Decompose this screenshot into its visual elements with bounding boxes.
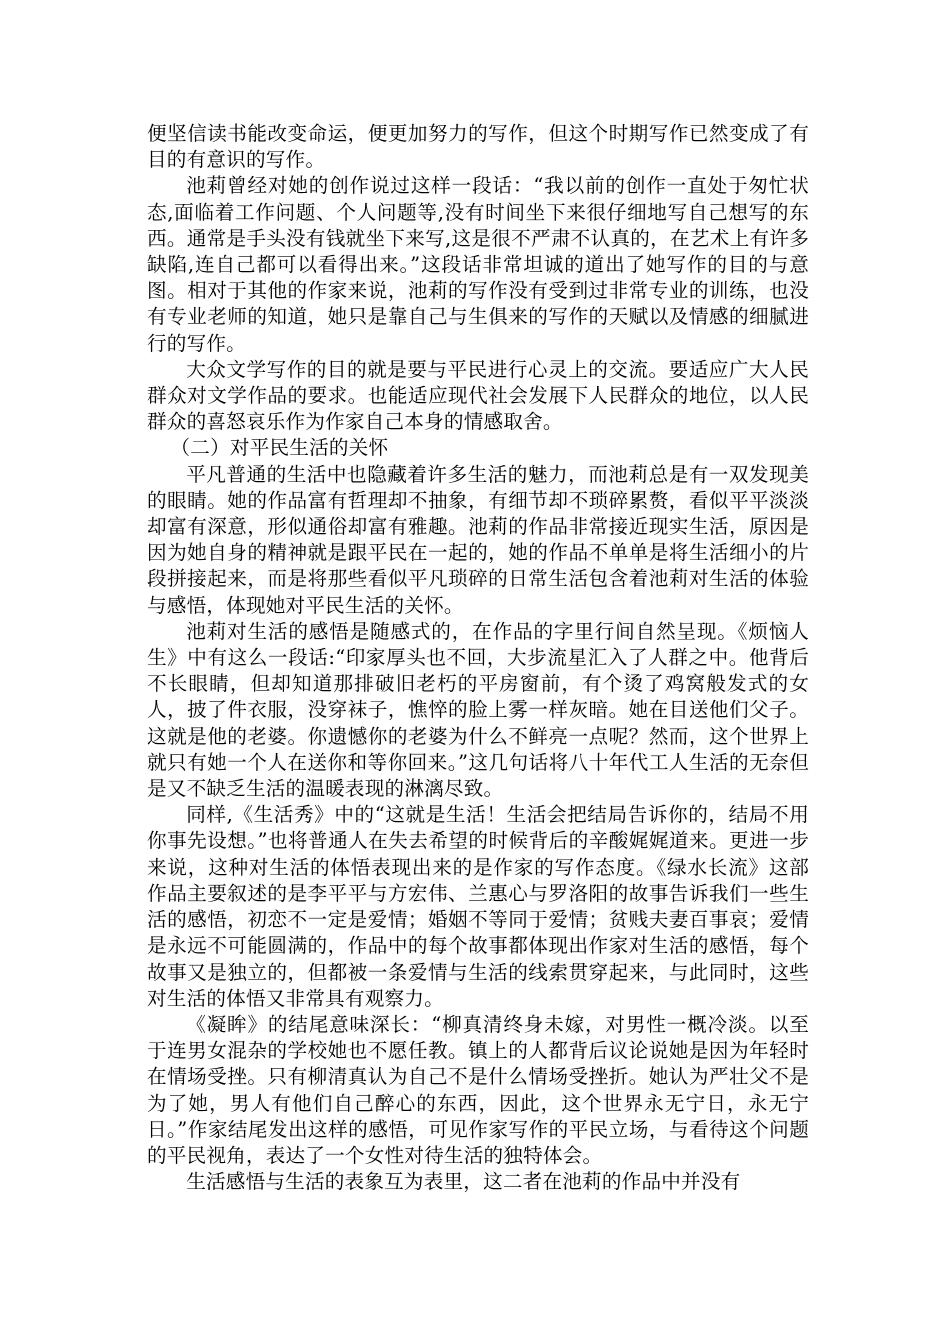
paragraph: 池莉曾经对她的创作说过这样一段话：“我以前的创作一直处于匆忙状态,面临着工作问题、个人问题等,没有时间坐下来很仔细地写自己想写的东西。通常是手头没有钱就坐下来写,这是很不严肃不认真的，在艺术上有许多缺陷,连自己都可以看得出来。”这段话非常坦诚的道出了她写作的目的与意图。相对于其他的作家来说，池莉的写作没有受到过非常专业的训练，也没有专业老师的知道，她只是靠自己与生俱来的写作的天赋以及情感的细腻进行的写作。 (147, 174, 809, 355)
paragraph: 生活感悟与生活的表象互为表里，这二者在池莉的作品中并没有 (186, 1170, 741, 1194)
document-body (147, 121, 809, 1195)
paragraph-continuation: 便坚信读书能改变命运，便更加努力的写作，但这个时期写作已然变成了有目的有意识的写作。 (147, 122, 809, 172)
paragraph: 《凝眸》的结尾意味深长：“柳真清终身未嫁，对男性一概冷淡。以至于连男女混杂的学校她也不愿任教。镇上的人都背后议论说她是因为年轻时在情场受挫。只有柳清真认为自己不是什么情场受挫折。她认为严壮父不是为了她，男人有他们自己醉心的东西，因此，这个世界永无宁日，永无宁日。”作家结尾发出这样的感悟，可见作家写作的平民立场，与看待这个问题的平民视角，表达了一个女性对待生活的独特体会。 (147, 1012, 809, 1167)
paragraph: 同样,《生活秀》中的“这就是生活！生活会把结局告诉你的，结局不用你事先设想。”也将普通人在失去希望的时候背后的辛酸娓娓道来。更进一步来说，这种对生活的体悟表现出来的是作家的写作态度。《绿水长流》这部作品主要叙述的是李平平与方宏伟、兰惠心与罗洛阳的故事告诉我们一些生活的感悟，初恋不一定是爱情；婚姻不等同于爱情；贫贱夫妻百事哀；爱情是永远不可能圆满的，作品中的每个故事都体现出作家对生活的感悟，每个故事又是独立的，但都被一条爱情与生活的线索贯穿起来，与此同时，这些对生活的体悟又非常具有观察力。 (147, 803, 809, 1010)
section-heading: （二）对平民生活的关怀 (170, 436, 389, 460)
paragraph: 平凡普通的生活中也隐藏着许多生活的魅力，而池莉总是有一双发现美的眼睛。她的作品富有哲理却不抽象，有细节却不琐碎累赘，看似平平淡淡却富有深意，形似通俗却富有雅趣。池莉的作品非常接近现实生活，原因是因为她自身的精神就是跟平民在一起的，她的作品不单单是将生活细小的片段拼接起来，而是将那些看似平凡琐碎的日常生活包含着池莉对生活的体验与感悟，体现她对平民生活的关怀。 (147, 462, 809, 617)
paragraph: 池莉对生活的感悟是随感式的，在作品的字里行间自然呈现。《烦恼人生》中有这么一段话:“印家厚头也不回，大步流星汇入了人群之中。他背后不长眼睛，但却知道那排破旧老朽的平房窗前，有个烫了鸡窝般发式的女人，披了件衣服，没穿袜子，憔悴的脸上雾一样灰暗。她在目送他们父子。这就是他的老婆。你遗憾你的老婆为什么不鲜亮一点呢？然而，这个世界上就只有她一个人在送你和等你回来。”这几句话将八十年代工人生活的无奈但是又不缺乏生活的温暖表现的淋漓尽致。 (147, 619, 809, 801)
paragraph: 大众文学写作的目的就是要与平民进行心灵上的交流。要适应广大人民群众对文学作品的要求。也能适应现代社会发展下人民群众的地位，以人民群众的喜怒哀乐作为作家自己本身的情感取舍。 (147, 357, 809, 434)
